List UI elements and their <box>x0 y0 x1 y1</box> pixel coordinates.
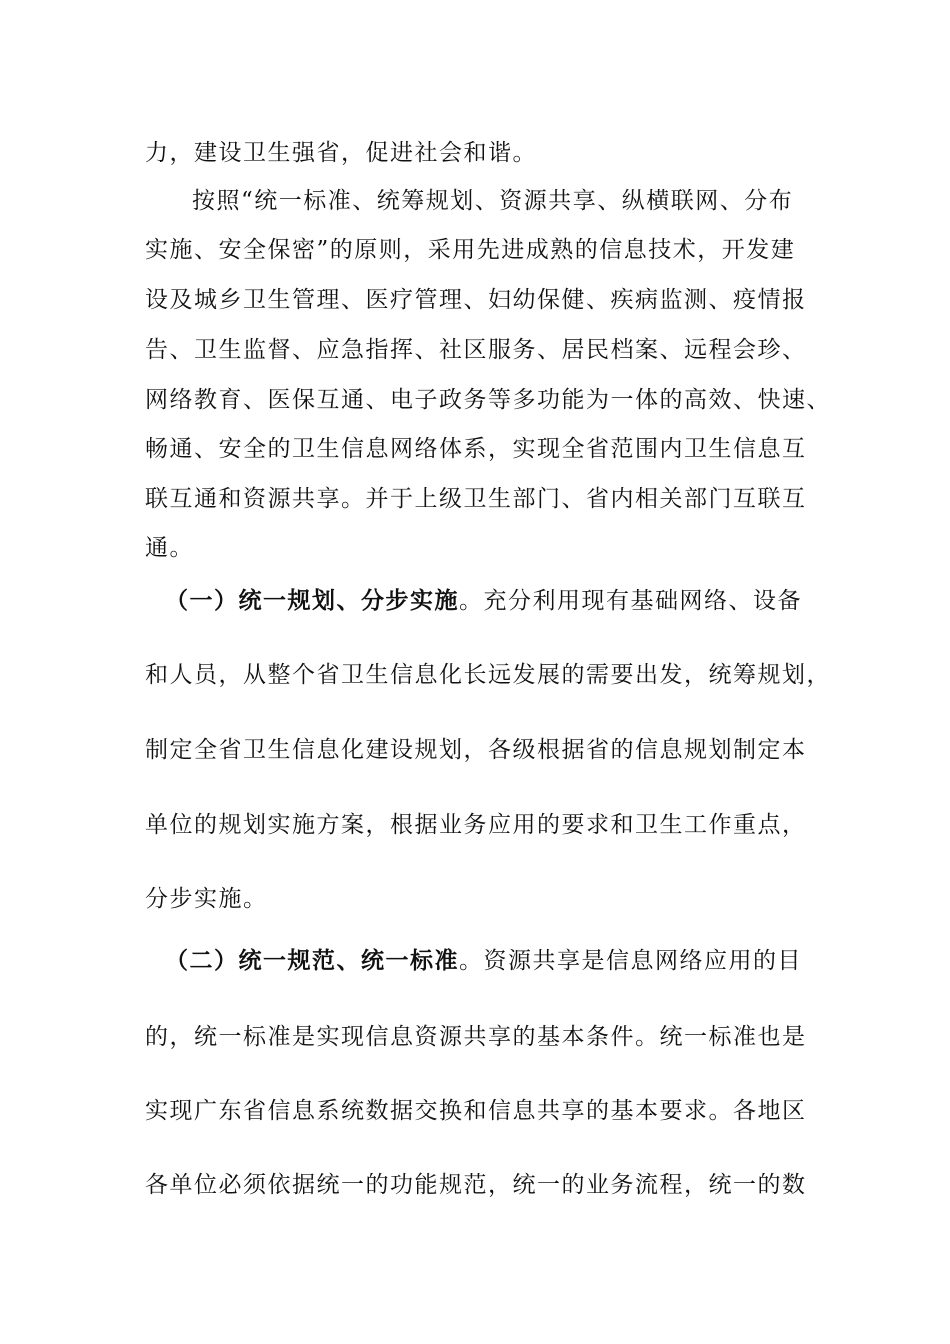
section-1-line-3: 制定全省卫生信息化建设规划，各级根据省的信息规划制定本 <box>145 737 807 763</box>
section-1-line-1-text: 。充分利用现有基础网络、设备 <box>459 588 802 614</box>
section-2-heading: （二）统一规范、统一标准 <box>165 948 459 974</box>
section-1-line-4: 单位的规划实施方案，根据业务应用的要求和卫生工作重点， <box>145 812 807 838</box>
paragraph-2-line-3: 设及城乡卫生管理、医疗管理、妇幼保健、疾病监测、疫情报 <box>145 287 807 313</box>
paragraph-2-line-7: 联互通和资源共享。并于上级卫生部门、省内相关部门互联互 <box>145 486 807 512</box>
section-1-line-5: 分步实施。 <box>145 886 268 912</box>
paragraph-1-line-1: 力，建设卫生强省，促进社会和谐。 <box>145 140 537 166</box>
section-1-heading: （一）统一规划、分步实施 <box>165 588 459 614</box>
section-2-line-1-text: 。资源共享是信息网络应用的目 <box>459 948 802 974</box>
paragraph-2-line-8: 通。 <box>145 535 194 561</box>
section-1-line-1 <box>165 586 802 616</box>
paragraph-2-line-5: 网络教育、医保互通、电子政务等多功能为一体的高效、快速、 <box>145 387 831 413</box>
section-2-line-1 <box>165 946 802 976</box>
paragraph-2-line-1: 按照“统一标准、统筹规划、资源共享、纵横联网、分布 <box>192 188 794 214</box>
section-2-line-4: 各单位必须依据统一的功能规范，统一的业务流程，统一的数 <box>145 1172 807 1198</box>
section-2-line-3: 实现广东省信息系统数据交换和信息共享的基本要求。各地区 <box>145 1098 807 1124</box>
paragraph-2-line-6: 畅通、安全的卫生信息网络体系，实现全省范围内卫生信息互 <box>145 436 807 462</box>
section-1-line-2: 和人员，从整个省卫生信息化长远发展的需要出发，统筹规划， <box>145 662 831 688</box>
section-2-line-2: 的，统一标准是实现信息资源共享的基本条件。统一标准也是 <box>145 1024 807 1050</box>
paragraph-2-line-4: 告、卫生监督、应急指挥、社区服务、居民档案、远程会珍、 <box>145 337 807 363</box>
paragraph-2-line-2: 实施、安全保密”的原则，采用先进成熟的信息技术，开发建 <box>145 237 796 263</box>
